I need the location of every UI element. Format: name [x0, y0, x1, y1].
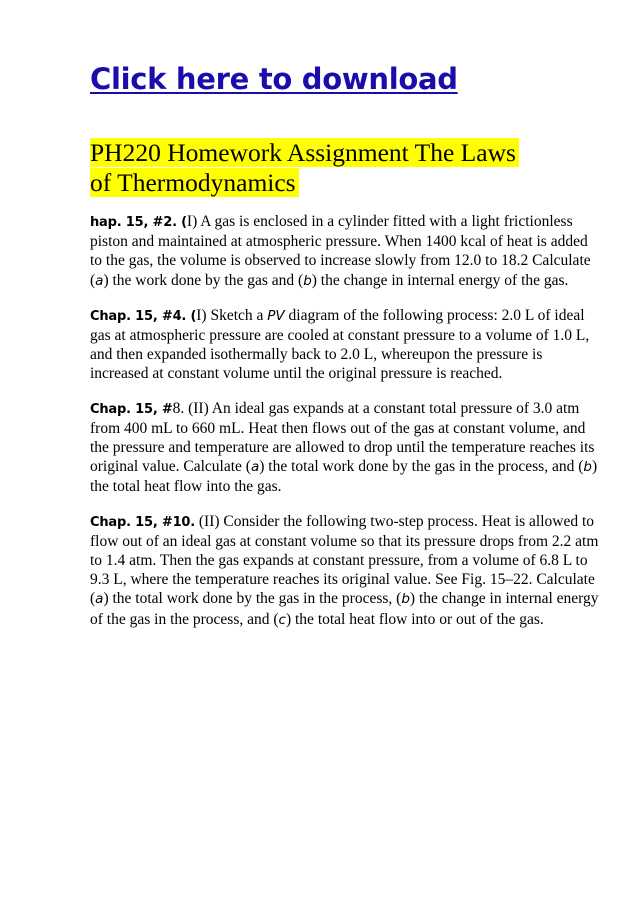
- part-b-marker: b: [583, 459, 592, 476]
- document-page: [90, 62, 600, 630]
- assignment-title: [90, 138, 600, 198]
- problem-text: ) Sketch a: [201, 306, 268, 324]
- problem-text: ) the total work done by the gas in the process, (: [103, 590, 402, 608]
- download-link[interactable]: Click here to download: [90, 62, 458, 96]
- part-b-marker: b: [401, 591, 410, 608]
- problem-label: hap. 15, #2. (: [90, 215, 187, 230]
- problem-chap15-2: [90, 212, 600, 291]
- problem-label: Chap. 15, #10.: [90, 514, 196, 530]
- problem-text: ) the total heat flow into the gas.: [90, 458, 598, 496]
- problem-text: ) A gas is enclosed in a cylinder fitted with a light frictionless piston and maintained at atmospheric pressure. When 1400 kcal of heat is added to the gas, the volume is observed to increase slowly from 12.0 to 18.2 Calculate (: [90, 213, 591, 289]
- part-b-marker: b: [303, 272, 312, 289]
- part-a-marker: a: [95, 591, 104, 608]
- problem-text: ) the total heat flow into or out of the gas.: [285, 610, 544, 628]
- part-a-marker: a: [95, 272, 104, 289]
- title-line-2: of Thermodynamics: [90, 168, 299, 197]
- problem-text: . (II) An ideal gas expands at a constant total pressure of 3.0 atm from 400 mL to 660 mL. Heat then flows out of the gas at constant volume, and the pressure and temperature are allowed to drop until the temperature reaches its original value. Calculate (: [90, 399, 595, 476]
- problem-text: (II) Consider the following two-step process. Heat is allowed to flow out of an ideal gas at constant volume so that its pressure drops from 2.2 atm to 1.4 atm. Then the gas expands at constant pressure, from a volume of 6.8 L to 9.3 L, where the temperature reaches its original value. See Fig. 15–22. Calculate (: [90, 512, 599, 608]
- problem-chap15-8: [90, 399, 600, 497]
- title-line-1: PH220 Homework Assignment The Laws: [90, 138, 519, 167]
- part-a-marker: a: [250, 459, 260, 476]
- problem-level: I: [186, 213, 193, 230]
- problem-chap15-4: [90, 306, 600, 384]
- problem-text: ) the change in internal energy of the gas in the process, and (: [90, 590, 599, 628]
- problem-number: 8: [172, 399, 181, 417]
- problem-chap15-10: [90, 512, 600, 630]
- problem-text: ) the change in internal energy of the gas.: [311, 271, 569, 289]
- problem-label: Chap. 15, #: [90, 401, 173, 417]
- problem-label: Chap. 15, #4. (: [90, 308, 197, 324]
- pv-term: PV: [267, 307, 285, 324]
- problem-text: ) the total work done by the gas in the process, and (: [259, 458, 584, 476]
- problem-level: I: [196, 306, 202, 324]
- problem-text: ) the work done by the gas and (: [103, 271, 304, 289]
- part-c-marker: c: [278, 611, 286, 628]
- problem-text: diagram of the following process: 2.0 L of ideal gas at atmospheric pressure are cooled at constant pressure to a volume of 1.0 L, and then expanded isothermally back to 2.0 L, whereupon the pressure is increased at constant volume until the original pressure is reached.: [90, 306, 590, 383]
